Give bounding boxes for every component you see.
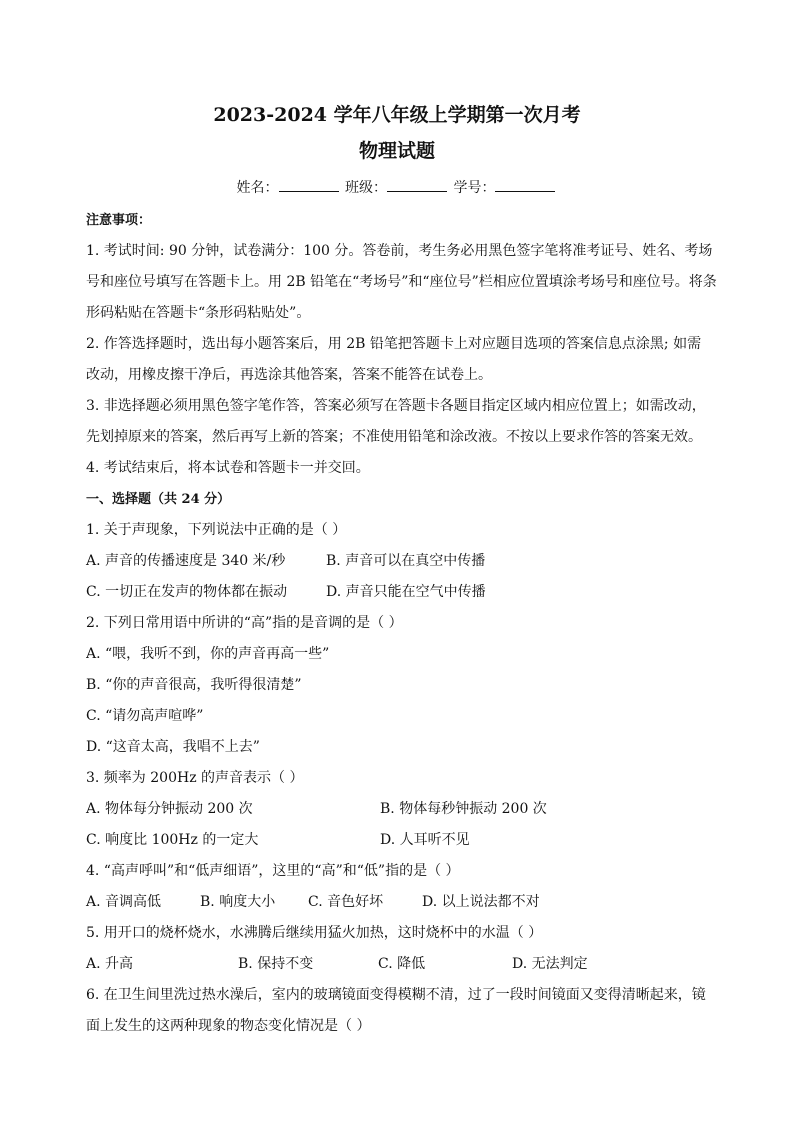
option-b[interactable]: B. “你的声音很高，我听得很清楚” <box>86 677 302 693</box>
exam-title: 2023-2024 学年八年级上学期第一次月考 <box>213 104 581 126</box>
option-b[interactable]: B. 物体每秒钟振动 200 次 <box>380 801 547 817</box>
option-b[interactable]: B. 声音可以在真空中传播 <box>326 553 486 569</box>
option-c[interactable]: C. 响度比 100Hz 的一定大 <box>86 832 259 848</box>
option-row <box>86 794 726 825</box>
option-a[interactable]: A. “喂，我听不到，你的声音再高一些” <box>86 646 330 662</box>
option-d[interactable]: D. 无法判定 <box>512 956 588 972</box>
option-row <box>86 949 726 980</box>
option-b[interactable]: B. 保持不变 <box>238 956 314 972</box>
question-stem: 6. 在卫生间里洗过热水澡后，室内的玻璃镜面变得模糊不清，过了一段时间镜面又变得清晰起来，镜 <box>86 987 706 1003</box>
name-label: 姓名： <box>236 180 279 196</box>
option-d[interactable]: D. 以上说法都不对 <box>422 894 540 910</box>
question-stem: 2. 下列日常用语中所讲的“高”指的是音调的是（ ） <box>86 615 403 631</box>
option-c[interactable]: C. 一切正在发声的物体都在振动 <box>86 584 288 600</box>
option-row <box>86 577 726 608</box>
option-d[interactable]: D. “这音太高，我唱不上去” <box>86 739 260 755</box>
class-label: 班级： <box>345 180 387 196</box>
option-a[interactable]: A. 升高 <box>86 956 134 972</box>
id-blank[interactable] <box>495 179 555 192</box>
note-line: 改动，用橡皮擦干净后，再选涂其他答案，答案不能答在试卷上。 <box>86 367 492 383</box>
id-label: 学号： <box>453 180 496 196</box>
note-line: 2. 作答选择题时，选出每小题答案后，用 2B 铅笔把答题卡上对应题目选项的答案信息点涂黑; 如需 <box>86 336 702 352</box>
option-d[interactable]: D. 声音只能在空气中传播 <box>326 584 486 600</box>
student-info-line <box>0 177 794 197</box>
option-a[interactable]: A. 物体每分钟振动 200 次 <box>86 801 253 817</box>
question-stem: 3. 频率为 200Hz 的声音表示（ ） <box>86 770 304 786</box>
question-stem: 1. 关于声现象，下列说法中正确的是（ ） <box>86 522 347 538</box>
note-line: 先划掉原来的答案，然后再写上新的答案；不准使用铅笔和涂改液。不按以上要求作答的答案无效。 <box>86 429 702 445</box>
option-row <box>86 887 726 918</box>
option-c[interactable]: C. 降低 <box>378 956 426 972</box>
note-line: 号和座位号填写在答题卡上。用 2B 铅笔在“考场号”和“座位号”栏相应位置填涂考场号和座位号。将条 <box>86 274 717 290</box>
note-line: 1. 考试时间: 90 分钟，试卷满分：100 分。答卷前，考生务必用黑色签字笔将准考证号、姓名、考场 <box>86 243 713 259</box>
name-blank[interactable] <box>279 179 339 192</box>
exam-body <box>86 205 726 1042</box>
option-c[interactable]: C. 音色好坏 <box>308 894 384 910</box>
option-row <box>86 546 726 577</box>
notes-heading: 注意事项： <box>86 213 152 228</box>
section-heading: 一、选择题（共 24 分） <box>86 492 231 507</box>
question-stem-continued: 面上发生的这两种现象的物态变化情况是（ ） <box>86 1018 371 1034</box>
option-b[interactable]: B. 响度大小 <box>200 894 276 910</box>
option-d[interactable]: D. 人耳听不见 <box>380 832 470 848</box>
option-a[interactable]: A. 音调高低 <box>86 894 162 910</box>
class-blank[interactable] <box>387 179 447 192</box>
question-stem: 5. 用开口的烧杯烧水，水沸腾后继续用猛火加热，这时烧杯中的水温（ ） <box>86 925 543 941</box>
option-c[interactable]: C. “请勿高声喧哗” <box>86 708 204 724</box>
note-line: 3. 非选择题必须用黑色签字笔作答，答案必须写在答题卡各题目指定区域内相应位置上；如需改动， <box>86 398 706 414</box>
option-row <box>86 825 726 856</box>
exam-subject: 物理试题 <box>358 140 435 162</box>
note-line: 4. 考试结束后，将本试卷和答题卡一并交回。 <box>86 460 370 476</box>
question-stem: 4. “高声呼叫”和“低声细语”，这里的“高”和“低”指的是（ ） <box>86 863 460 879</box>
note-line: 形码粘贴在答题卡“条形码粘贴处”。 <box>86 305 311 321</box>
option-a[interactable]: A. 声音的传播速度是 340 米/秒 <box>86 553 286 569</box>
